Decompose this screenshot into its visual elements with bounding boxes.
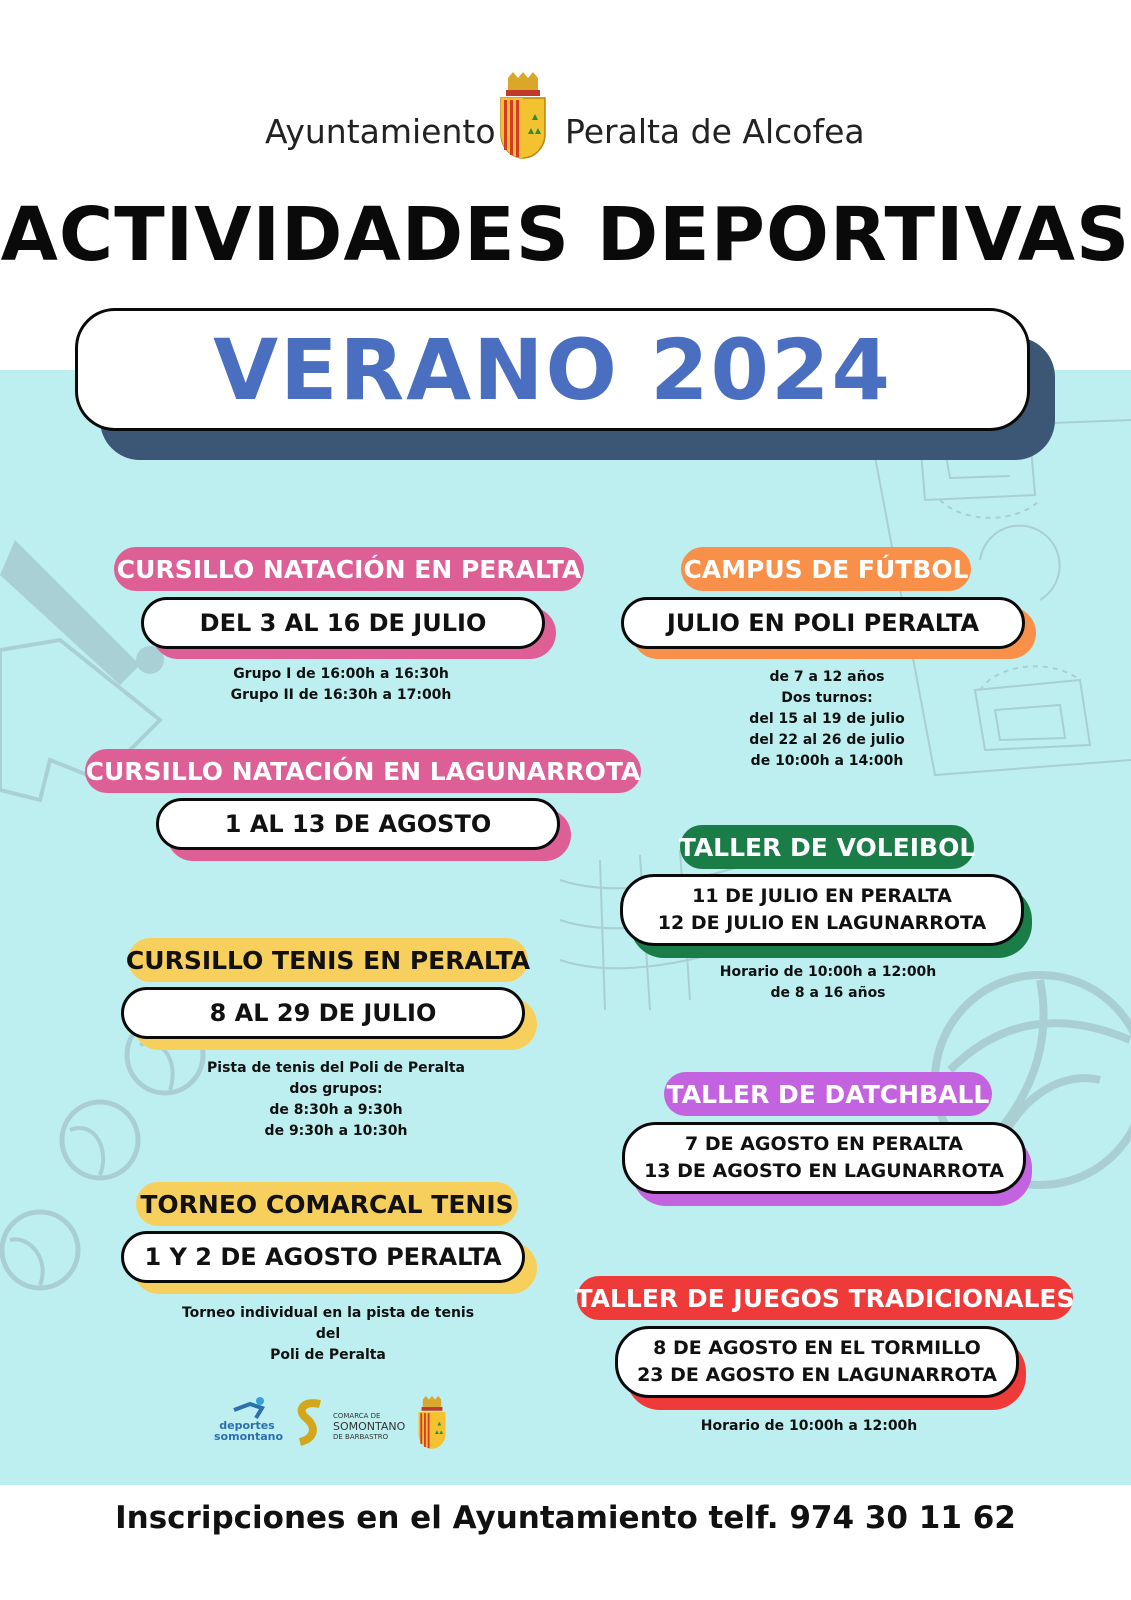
- note-line: del: [315, 1326, 341, 1342]
- note-line: de 9:30h a 10:30h: [264, 1123, 408, 1139]
- subtitle-text: VERANO 2024: [213, 320, 892, 419]
- note-line: de 10:00h a 14:00h: [750, 753, 904, 769]
- comarca-small: COMARCA DE: [333, 1412, 381, 1420]
- torneo-date: 1 Y 2 DE AGOSTO PERALTA: [121, 1231, 525, 1283]
- comarca-sub: DE BARBASTRO: [333, 1433, 389, 1441]
- header-ayuntamiento: Ayuntamiento: [265, 112, 496, 151]
- date-line: 7 DE AGOSTO EN PERALTA: [685, 1133, 963, 1155]
- subtitle-box: [75, 308, 1030, 431]
- juegos-dates: [615, 1326, 1019, 1398]
- note-line: Grupo II de 16:30h a 17:00h: [230, 687, 452, 703]
- tenis-peralta-notes: [186, 1058, 486, 1142]
- natacion-peralta-date: DEL 3 AL 16 DE JULIO: [141, 597, 545, 649]
- note-line: Horario de 10:00h a 12:00h: [700, 1418, 918, 1434]
- note-line: Grupo I de 16:00h a 16:30h: [233, 666, 449, 682]
- note-line: de 7 a 12 años: [769, 669, 885, 685]
- tenis-peralta-title: CURSILLO TENIS EN PERALTA: [128, 938, 528, 982]
- juegos-title: TALLER DE JUEGOS TRADICIONALES: [577, 1276, 1073, 1320]
- natacion-lagunarrota-date: 1 AL 13 DE AGOSTO: [156, 798, 560, 850]
- date-line: 23 DE AGOSTO EN LAGUNARROTA: [637, 1364, 997, 1386]
- datchball-title: TALLER DE DATCHBALL: [664, 1072, 992, 1116]
- campus-futbol-date: JULIO EN POLI PERALTA: [621, 597, 1025, 649]
- deportes-word: deportes: [219, 1419, 275, 1432]
- natacion-peralta-title: CURSILLO NATACIÓN EN PERALTA: [114, 547, 584, 591]
- note-line: de 8:30h a 9:30h: [269, 1102, 403, 1118]
- date-line: 11 DE JULIO EN PERALTA: [692, 885, 952, 907]
- voleibol-notes: [678, 962, 978, 1004]
- torneo-notes: [178, 1303, 478, 1366]
- note-line: Dos turnos:: [781, 690, 873, 706]
- note-line: del 22 al 26 de julio: [749, 732, 905, 748]
- campus-futbol-notes: [677, 667, 977, 772]
- date-line: 13 DE AGOSTO EN LAGUNARROTA: [644, 1160, 1004, 1182]
- deportes-somontano-logo: [214, 1396, 284, 1450]
- campus-futbol-title: CAMPUS DE FÚTBOL: [681, 547, 971, 591]
- somontano-word: somontano: [214, 1430, 284, 1443]
- tenis-peralta-date: 8 AL 29 DE JULIO: [121, 987, 525, 1039]
- datchball-dates: [622, 1122, 1026, 1194]
- header-peralta: Peralta de Alcofea: [565, 112, 865, 151]
- small-coat-of-arms-icon: [416, 1396, 448, 1450]
- note-line: Horario de 10:00h a 12:00h: [719, 964, 937, 980]
- coat-of-arms-icon: [498, 72, 548, 160]
- note-line: dos grupos:: [289, 1081, 383, 1097]
- voleibol-dates: [620, 874, 1024, 946]
- page-title: ACTIVIDADES DEPORTIVAS: [0, 192, 1131, 278]
- date-line: 12 DE JULIO EN LAGUNARROTA: [657, 912, 987, 934]
- comarca-s-icon: [292, 1398, 328, 1448]
- torneo-title: TORNEO COMARCAL TENIS: [136, 1182, 518, 1226]
- natacion-lagunarrota-title: CURSILLO NATACIÓN EN LAGUNARROTA: [85, 749, 641, 793]
- runner-icon: [232, 1396, 272, 1420]
- juegos-notes: [659, 1416, 959, 1437]
- comarca-name: SOMONTANO: [333, 1420, 406, 1433]
- note-line: Pista de tenis del Poli de Peralta: [207, 1060, 465, 1076]
- footer-inscripciones: Inscripciones en el Ayuntamiento telf. 974 30 11 62: [115, 1500, 1016, 1536]
- comarca-text: [333, 1412, 405, 1442]
- natacion-peralta-notes: [191, 664, 491, 706]
- note-line: del 15 al 19 de julio: [749, 711, 905, 727]
- date-line: 8 DE AGOSTO EN EL TORMILLO: [653, 1337, 981, 1359]
- note-line: de 8 a 16 años: [770, 985, 886, 1001]
- voleibol-title: TALLER DE VOLEIBOL: [680, 825, 974, 869]
- note-line: Poli de Peralta: [270, 1347, 386, 1363]
- note-line: Torneo individual en la pista de tenis: [181, 1305, 475, 1321]
